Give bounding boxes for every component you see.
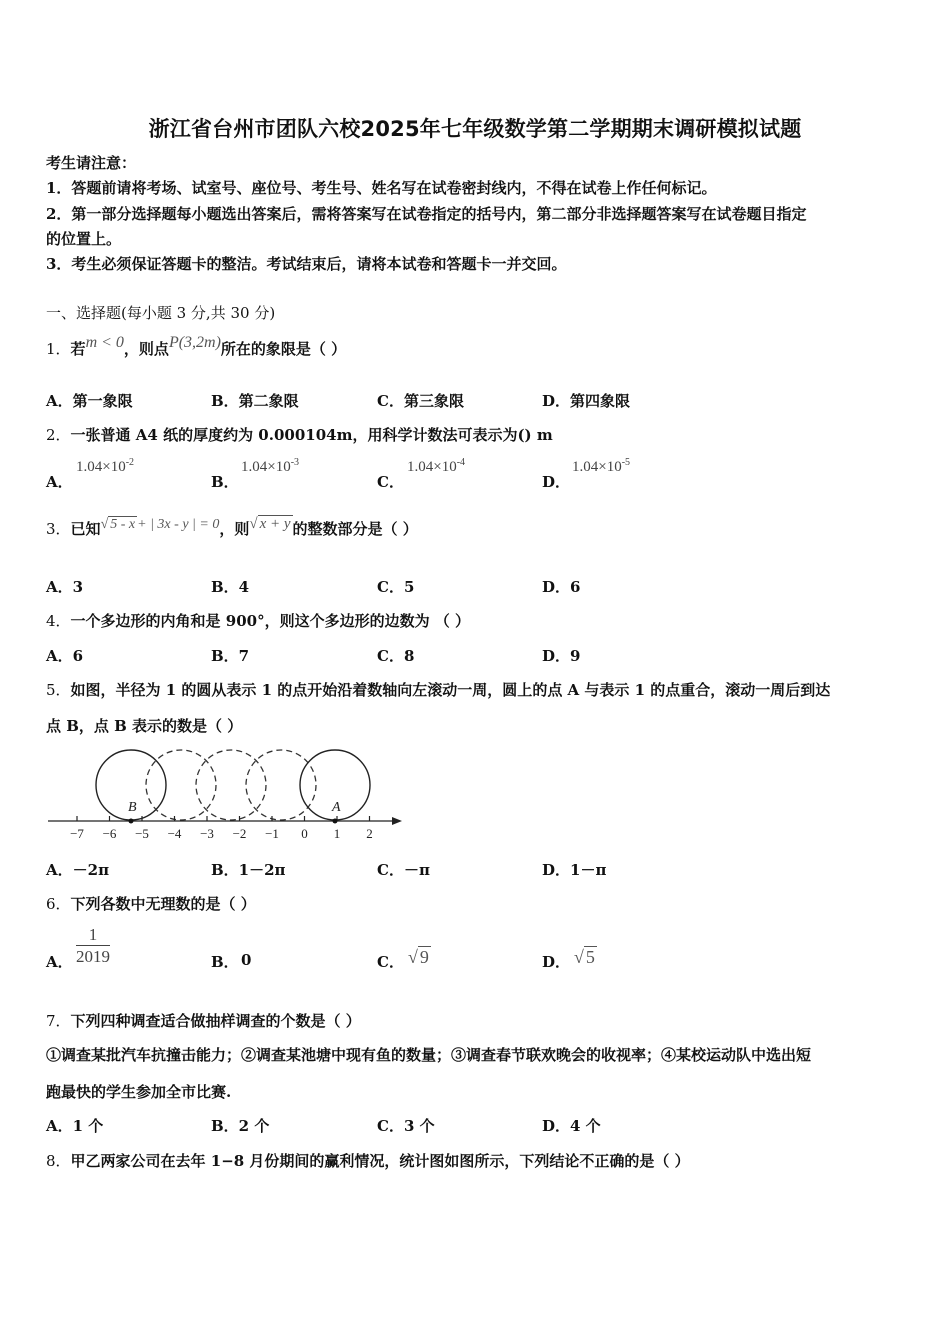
question-4 [46,610,470,631]
q6-frac-numerator: 1 [76,925,110,946]
question-5 [46,679,830,700]
notice-item-3: 3．考生必须保证答题卡的整洁。考试结束后，请将本试卷和答题卡一并交回。 [46,255,567,273]
q4-option-b: B．7 [211,647,250,665]
q6-sqrt-d-value: 5 [585,947,595,967]
q6-sqrt-c: √ 9 [408,947,429,967]
q7-option-c: C．3 个 [377,1117,435,1135]
q6-frac-denominator: 2019 [76,947,110,966]
q5-option-a: A．－2π [46,861,110,879]
axis-tick-label: −5 [135,826,149,841]
q4-option-a: A．6 [46,647,84,665]
q5-number: 5． [46,681,71,699]
q6-number: 6． [46,895,71,913]
q7-line2: 跑最快的学生参加全市比赛. [46,1083,232,1101]
q1-point: P(3,2m) [168,334,221,351]
q3-pre: 已知 [70,520,101,538]
axis-tick-label: −3 [200,826,214,841]
notice-item-2: 2．第一部分选择题每小题选出答案后，需将答案写在试卷指定的括号内，第二部分非选择题答案写在试卷题目指定 [46,205,807,223]
q6-label-b: B． [211,953,239,971]
question-6 [46,893,256,914]
q3-sqrt-a: √ 5 - x [100,517,136,532]
q3-sqrt-c: √ x + y [249,516,291,532]
q7-option-d: D．4 个 [542,1117,601,1135]
axis-tick-label: 2 [366,826,373,841]
q2-value-d [572,457,630,476]
q3-option-b: B．4 [211,578,250,596]
q2-label-d: D． [542,473,571,491]
q2-exp-c: -4 [456,457,466,468]
q5-option-b: B．1－2π [211,861,286,879]
q2-exp-b: -3 [290,457,300,468]
q5-option-d: D．1－π [542,861,607,879]
q2-number: 2． [46,426,71,444]
q1-option-c: C．第三象限 [377,392,464,410]
q3-mid: ，则 [219,520,250,538]
q6-label-c: C． [377,953,404,971]
notice-heading: 考生请注意： [46,154,137,172]
axis-tick-label: −4 [167,826,182,841]
question-2 [46,424,553,445]
page-title: 浙江省台州市团队六校2025年七年级数学第二学期期末调研模拟试题 [148,117,802,141]
q2-value-b [241,457,299,476]
axis-arrow [392,817,402,825]
point-b-dot [129,819,134,824]
q2-text: 一张普通 A4 纸的厚度约为 0.000104m，用科学计数法可表示为() m [70,426,553,444]
q2-label-a: A． [46,473,73,491]
q1-condition: m < 0 [85,334,124,351]
notice-item-2-cont: 的位置上。 [46,230,122,248]
q3-post: 的整数部分是（ ） [292,520,418,538]
q4-option-d: D．9 [542,647,581,665]
q2-value-a [76,457,134,476]
axis-tick-label: −2 [232,826,247,841]
q5-line1: 如图，半径为 1 的圆从表示 1 的点开始沿着数轴向左滚动一周，圆上的点 A 与表示 1 的点重合，滚动一周后到达 [70,681,831,699]
axis-tick-label: 0 [301,826,308,841]
q1-option-a: A．第一象限 [46,392,133,410]
q5-option-c: C．－π [377,861,430,879]
q6-text: 下列各数中无理数的是（ ） [70,895,256,913]
q4-text: 一个多边形的内角和是 900°，则这个多边形的边数为 （ ） [70,612,471,630]
q1-option-b: B．第二象限 [211,392,299,410]
q1-post: 所在的象限是（ ） [220,340,347,358]
q7-text: 下列四种调查适合做抽样调查的个数是（ ） [70,1012,361,1030]
q7-line1: ①调查某批汽车抗撞击能力；②调查某池塘中现有鱼的数量；③调查春节联欢晚会的收视率；④某校运动队中选出短 [46,1046,812,1064]
q6-label-a: A． [46,953,73,971]
q2-value-c [407,457,465,476]
q2-base-c: 1.04×10 [407,459,457,475]
q2-exp-a: -2 [125,457,135,468]
q2-label-c: C． [377,473,404,491]
q5-number-line-figure [44,745,409,845]
axis-tick-label: −1 [265,826,279,841]
q1-pre: 若 [70,340,86,358]
q1-number: 1． [46,340,71,358]
q2-label-b: B． [211,473,239,491]
question-3 [46,518,418,539]
q7-number: 7． [46,1012,71,1030]
point-b-label: B [128,800,137,815]
q5-line2: 点 B，点 B 表示的数是（ ） [46,717,243,735]
q8-text: 甲乙两家公司在去年 1−8 月份期间的赢利情况，统计图如图所示，下列结论不正确的是（ ） [70,1152,690,1170]
axis-tick-label: 1 [333,826,341,841]
q6-label-d: D． [542,953,571,971]
q6-fraction [76,925,110,968]
question-7 [46,1010,361,1031]
question-8 [46,1150,690,1171]
q2-base-a: 1.04×10 [76,459,126,475]
q2-base-b: 1.04×10 [241,459,291,475]
axis-tick-label: −6 [102,826,117,841]
point-a-label: A [332,800,341,815]
q6-value-b: 0 [241,951,252,969]
q7-option-b: B．2 个 [211,1117,270,1135]
notice-item-1: 1．答题前请将考场、试室号、座位号、考生号、姓名写在试卷密封线内，不得在试卷上作任何标记。 [46,179,717,197]
q1-option-d: D．第四象限 [542,392,631,410]
q7-option-a: A．1 个 [46,1117,104,1135]
q3-expr-b: + | 3x - y | = 0 [137,517,220,532]
q4-number: 4． [46,612,71,630]
q2-base-d: 1.04×10 [572,459,622,475]
question-1 [46,334,347,359]
section-heading: 一、选择题(每小题 3 分,共 30 分) [46,304,276,322]
point-a-dot [333,819,338,824]
q4-option-c: C．8 [377,647,415,665]
q3-option-d: D．6 [542,578,581,596]
axis-tick-label: −7 [70,826,84,841]
q1-mid: ，则点 [123,340,169,358]
q8-number: 8． [46,1152,71,1170]
q6-sqrt-c-value: 9 [419,947,429,967]
q2-exp-d: -5 [621,457,631,468]
q3-expr-c: x + y [259,516,291,532]
q3-option-c: C．5 [377,578,415,596]
q3-option-a: A．3 [46,578,84,596]
q3-expr-a: 5 - x [110,517,136,532]
q6-sqrt-d: √ 5 [574,947,595,967]
q3-number: 3． [46,520,71,538]
